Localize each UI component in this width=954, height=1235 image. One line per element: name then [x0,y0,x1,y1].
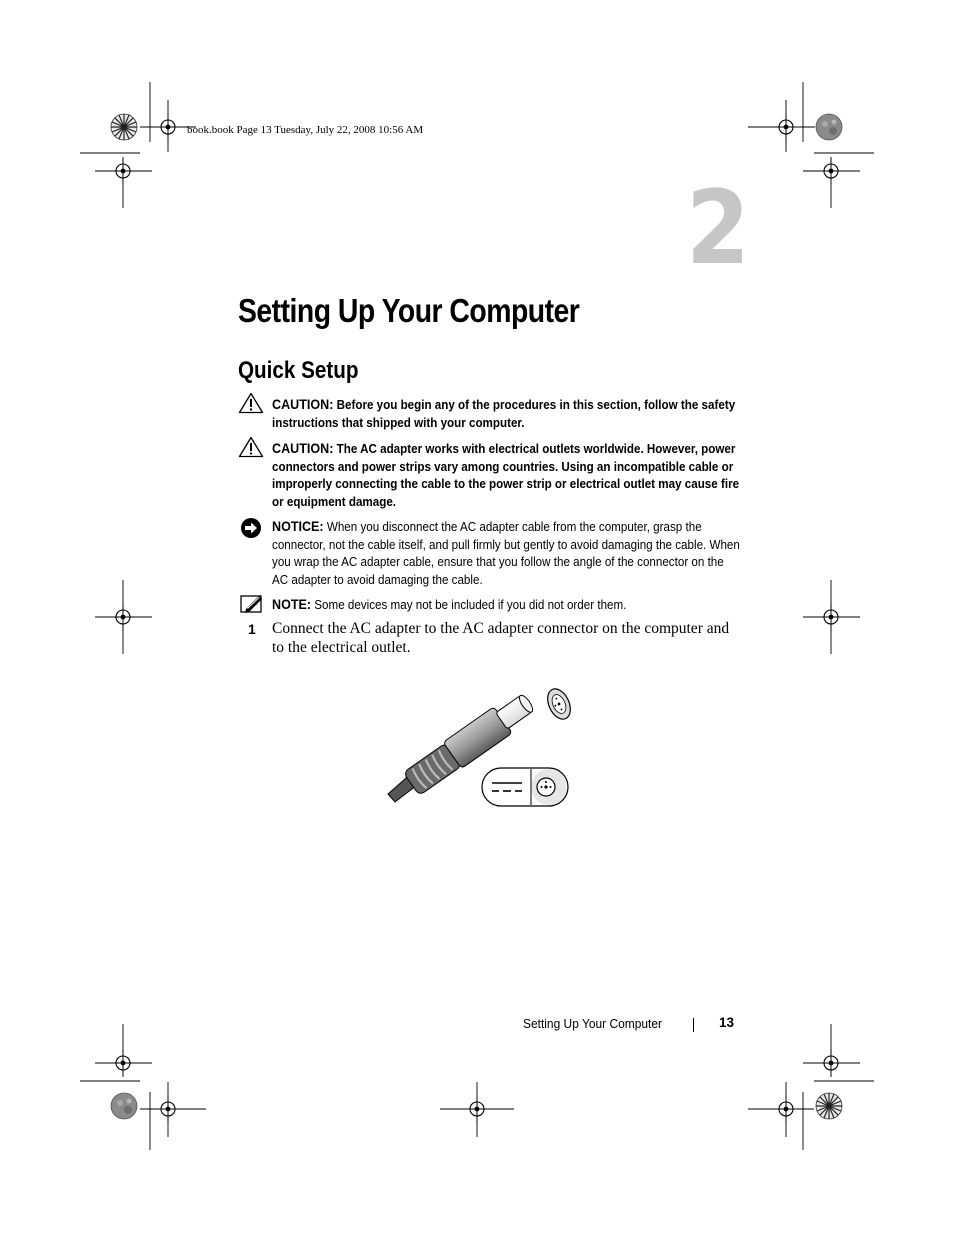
caution-2 [272,440,742,511]
notice-arrow-icon [240,517,262,539]
step-text: Connect the AC adapter to the AC adapter connector on the computer and to the electrical outlet. [272,620,730,656]
caution-text: The AC adapter works with electrical outlets worldwide. However, power connectors and power strips vary among countries. Using an incompatible cable or improperly connecting the cable to the power strip or electrical outlet may cause fire or equipment damage. [272,442,740,509]
notice-text: When you disconnect the AC adapter cable from the computer, grasp the connector, not the cable itself, and pull firmly but gently to avoid damaging the cable. When you wrap the AC adapter cable, ensure that you follow the angle of the connector on the AC adapter to avoid damaging the cable. [272,520,740,587]
section-title: Quick Setup [238,357,359,384]
note [272,596,742,615]
note-pencil-icon [240,594,264,614]
caution-text: Before you begin any of the procedures in this section, follow the safety instructions that shipped with your computer. [272,398,736,430]
notice [272,518,742,589]
caution-label: CAUTION: [272,441,334,456]
page-number: 13 [719,1015,735,1030]
notice-label: NOTICE: [272,519,324,534]
footer-title: Setting Up Your Computer [523,1016,662,1031]
caution-triangle-icon [238,392,264,414]
slug-line: book.book Page 13 Tuesday, July 22, 2008 10:56 AM [187,124,424,136]
ac-adapter-illustration [385,684,585,814]
footer-separator [693,1018,694,1032]
chapter-title: Setting Up Your Computer [238,292,580,329]
chapter-number: 2 [686,169,750,288]
caution-1 [272,396,742,432]
caution-triangle-icon [238,436,264,458]
caution-label: CAUTION: [272,397,334,412]
note-text: Some devices may not be included if you did not order them. [314,598,627,612]
step-number: 1 [248,621,256,637]
note-label: NOTE: [272,597,312,612]
